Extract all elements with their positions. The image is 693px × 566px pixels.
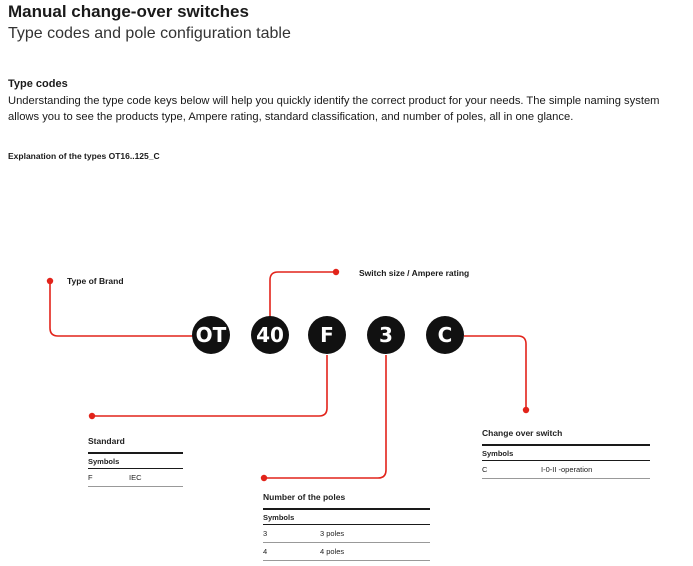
code-circle-c: C	[426, 316, 464, 354]
connector-brand	[50, 281, 194, 336]
table-standard	[88, 436, 183, 487]
section-heading-type-codes: Type codes	[8, 78, 68, 90]
table-row	[263, 543, 430, 561]
dot-poles	[261, 475, 267, 481]
table-standard-title: Standard	[88, 436, 125, 446]
table-poles	[263, 492, 430, 561]
page-subtitle: Type codes and pole configuration table	[8, 25, 291, 42]
explanation-heading: Explanation of the types OT16..125_C	[8, 151, 160, 161]
table-cell-symbol: C	[482, 465, 488, 474]
page-title: Manual change-over switches	[8, 2, 249, 21]
connector-changeover	[464, 336, 526, 410]
table-cell-value: IEC	[129, 473, 142, 482]
table-changeover-title: Change over switch	[482, 428, 563, 438]
table-cell-symbol: 3	[263, 529, 268, 538]
table-poles-title: Number of the poles	[263, 492, 346, 502]
table-poles-header: Symbols	[263, 508, 430, 525]
table-cell-value: 4 poles	[320, 547, 345, 556]
table-cell-value: 3 poles	[320, 529, 345, 538]
code-circle-ot: OT	[192, 316, 230, 354]
dot-brand	[47, 278, 53, 284]
table-row	[88, 469, 183, 487]
connector-standard	[92, 355, 327, 416]
intro-paragraph: Understanding the type code keys below will help you quickly identify the correct product for your needs. The simple naming system allows you to see the products type, Ampere rating, standard classification, and number of poles, all in one glance.	[8, 95, 660, 123]
table-standard-header: Symbols	[88, 452, 183, 469]
table-row	[482, 461, 650, 479]
table-row	[263, 525, 430, 543]
connector-size	[270, 272, 336, 318]
dot-changeover	[523, 407, 529, 413]
table-cell-symbol: 4	[263, 547, 268, 556]
code-circle-3: 3	[367, 316, 405, 354]
table-cell-value: I-0-II -operation	[541, 465, 593, 474]
dot-standard	[89, 413, 95, 419]
code-circle-f: F	[308, 316, 346, 354]
table-changeover-header: Symbols	[482, 444, 650, 461]
table-changeover	[482, 428, 650, 479]
table-cell-symbol: F	[88, 473, 93, 482]
label-switch-size: Switch size / Ampere rating	[359, 268, 470, 278]
label-type-of-brand: Type of Brand	[67, 276, 124, 286]
code-circle-40: 40	[251, 316, 289, 354]
dot-size	[333, 269, 339, 275]
